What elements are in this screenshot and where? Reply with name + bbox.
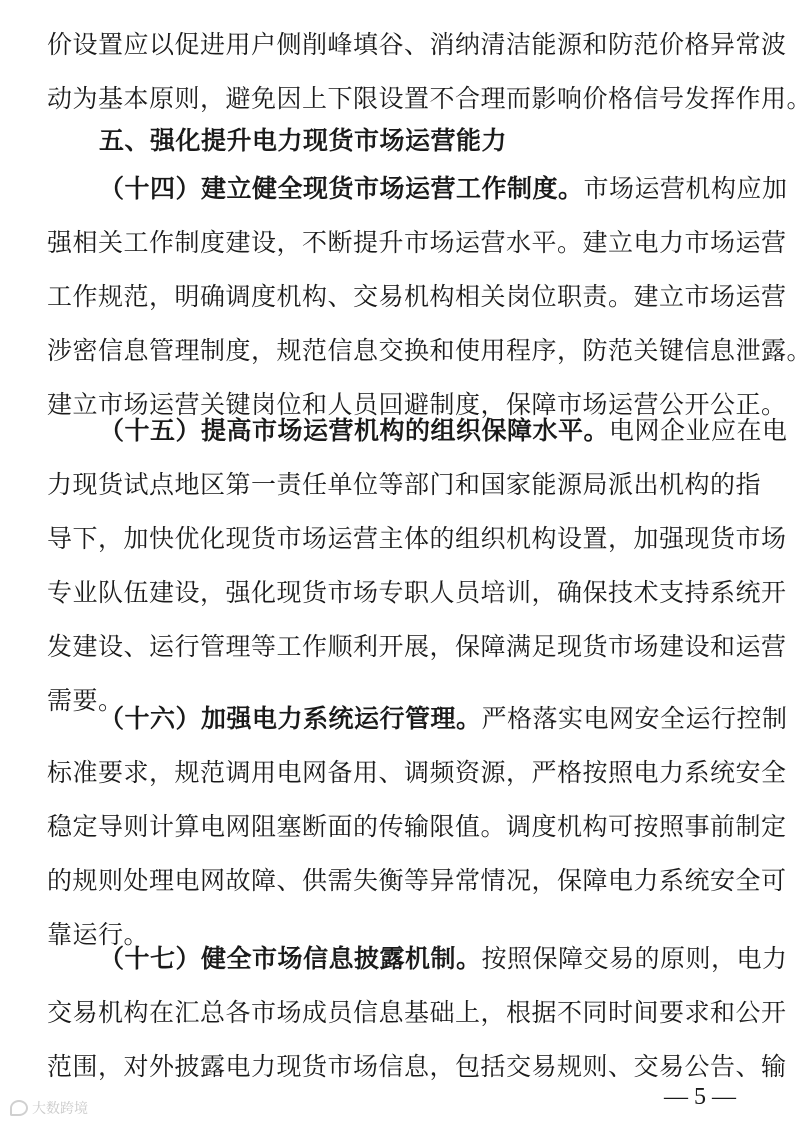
section-heading: 五、强化提升电力现货市场运营能力 bbox=[99, 126, 508, 155]
watermark bbox=[10, 1098, 88, 1118]
text-line: 发建设、运行管理等工作顺利开展，保障满足现货市场建设和运营 bbox=[47, 632, 787, 661]
paragraph-lead: （十五）提高市场运营机构的组织保障水平。 bbox=[99, 416, 610, 445]
watermark-logo-icon bbox=[10, 1100, 28, 1116]
text-line: 专业队伍建设，强化现货市场专职人员培训，确保技术支持系统开 bbox=[47, 578, 787, 607]
paragraph-lead: （十四）建立健全现货市场运营工作制度。 bbox=[99, 174, 584, 203]
text-line: （十四）建立健全现货市场运营工作制度。市场运营机构应加 bbox=[99, 174, 788, 203]
text-line: 工作规范，明确调度机构、交易机构相关岗位职责。建立市场运营 bbox=[47, 282, 787, 311]
text-line: 强相关工作制度建设，不断提升市场运营水平。建立电力市场运营 bbox=[47, 228, 787, 257]
text-line: 导下，加快优化现货市场运营主体的组织机构设置，加强现货市场 bbox=[47, 524, 787, 553]
text-line: （十七）健全市场信息披露机制。按照保障交易的原则，电力 bbox=[99, 944, 788, 973]
text-line: 价设置应以促进用户侧削峰填谷、消纳清洁能源和防范价格异常波 bbox=[47, 30, 787, 59]
text-line: （十五）提高市场运营机构的组织保障水平。电网企业应在电 bbox=[99, 416, 788, 445]
text-line: 动为基本原则，避免因上下限设置不合理而影响价格信号发挥作用。 bbox=[47, 84, 812, 113]
text-line: 涉密信息管理制度，规范信息交换和使用程序，防范关键信息泄露。 bbox=[47, 336, 812, 365]
text-line: 需要。 bbox=[47, 686, 124, 715]
watermark-text: 大数跨境 bbox=[32, 1101, 88, 1117]
text-line: 稳定导则计算电网阻塞断面的传输限值。调度机构可按照事前制定 bbox=[47, 812, 787, 841]
text-line: 范围，对外披露电力现货市场信息，包括交易规则、交易公告、输 bbox=[47, 1052, 787, 1081]
page-number: — 5 — bbox=[664, 1084, 736, 1110]
continuation-text bbox=[47, 18, 812, 126]
text-line: 交易机构在汇总各市场成员信息基础上，根据不同时间要求和公开 bbox=[47, 998, 787, 1027]
section-heading-block bbox=[47, 114, 753, 168]
paragraph-17 bbox=[47, 932, 788, 1094]
text-line: 靠运行。 bbox=[47, 920, 150, 949]
paragraph-14 bbox=[47, 162, 812, 432]
text-line: （十六）加强电力系统运行管理。严格落实电网安全运行控制 bbox=[99, 704, 788, 733]
text-line: 的规则处理电网故障、供需失衡等异常情况，保障电力系统安全可 bbox=[47, 866, 787, 895]
paragraph-lead: （十六）加强电力系统运行管理。 bbox=[99, 704, 482, 733]
text-line: 建立市场运营关键岗位和人员回避制度，保障市场运营公开公正。 bbox=[47, 390, 787, 419]
paragraph-16 bbox=[47, 692, 788, 962]
text-line: 标准要求，规范调用电网备用、调频资源，严格按照电力系统安全 bbox=[47, 758, 787, 787]
text-line: 力现货试点地区第一责任单位等部门和国家能源局派出机构的指 bbox=[47, 470, 762, 499]
paragraph-lead: （十七）健全市场信息披露机制。 bbox=[99, 944, 482, 973]
